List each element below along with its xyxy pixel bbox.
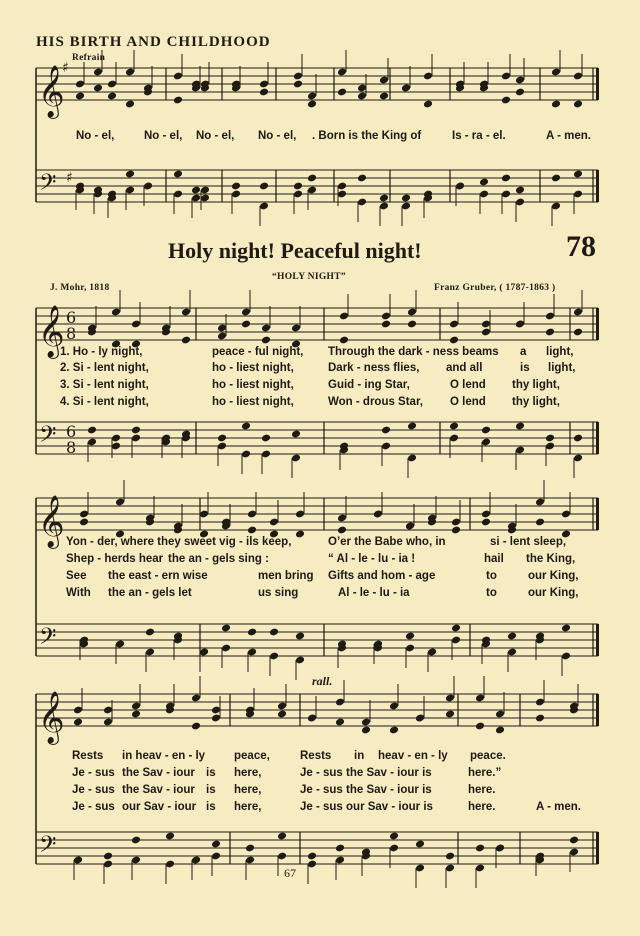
refrain-lyric-2: No - el, (144, 130, 183, 142)
system3-bass-note (277, 832, 287, 841)
s3-v3-b: the Sav - iour (122, 784, 195, 796)
refrain-lyric-4: No - el, (258, 130, 297, 142)
s2-v4-d: Al - le - lu - ia (338, 587, 410, 599)
refrain-bass-note (551, 174, 561, 183)
system1-time-bot: 8 (66, 324, 77, 343)
s3-v1-g: peace. (470, 750, 506, 762)
refrain-bass-note (401, 194, 411, 203)
s2-v3-b: the east - ern wise (108, 570, 208, 582)
system3-bass-note (131, 836, 141, 845)
system2-bass-note (145, 628, 155, 637)
s1-v4-d: O lend (450, 396, 486, 408)
refrain-treble-note (423, 100, 433, 109)
s2-v2-d: hail (484, 553, 504, 565)
s3-v3-e: Je - sus the Sav - iour is (300, 784, 432, 796)
system1-time-top: 6 (66, 308, 77, 327)
system3-treble-note (335, 718, 345, 727)
refrain-bass-note (173, 170, 183, 179)
system1-bass-note (261, 434, 271, 443)
refrain-bass-note (191, 186, 201, 195)
system1-treble-note (449, 336, 459, 345)
s1-v4-e: thy light, (512, 396, 560, 408)
s2-v3-a: See (66, 570, 87, 582)
system2-bass-note (247, 628, 257, 637)
refrain-bass-note (125, 170, 135, 179)
system3-bass-note (103, 852, 113, 861)
s2-v4-f: our King, (528, 587, 579, 599)
s2-v3-f: our King, (528, 570, 579, 582)
refrain-bass-note (231, 182, 241, 191)
s2-v2-b: the an - gels sing : (168, 553, 269, 565)
s1-v1-d: a (520, 346, 527, 358)
s2-v4-b: the an - gels let (108, 587, 192, 599)
system3-bass-note (569, 836, 579, 845)
s1-v3-c: Guid - ing Star, (328, 379, 410, 391)
s1-v1-a: 1. Ho - ly night, (60, 346, 143, 358)
system3-treble-note (535, 714, 545, 723)
s1-v2-a: 2. Si - lent night, (60, 362, 149, 374)
system1-treble-note (241, 320, 251, 329)
system3-treble-note (495, 726, 505, 735)
system1-treble-note (181, 336, 191, 345)
s2-v1-a: Yon - der, where they sweet vig - ils keep, (66, 536, 292, 548)
s3-v1-a: Rests (72, 750, 104, 762)
system3-bass-clef: 𝄢 (39, 832, 57, 863)
refrain-lyric-5: . Born is the King of (312, 130, 422, 142)
s3-v1-c: peace, (234, 750, 270, 762)
system2-bass-note (507, 632, 517, 641)
s1-v2-d: and all (446, 362, 483, 374)
refrain-lyric-3: No - el, (196, 130, 235, 142)
refrain-treble-note (515, 88, 525, 97)
s1-v4-a: 4. Si - lent night, (60, 396, 149, 408)
hymn-number: 78 (566, 230, 596, 263)
system3-bass-note (307, 852, 317, 861)
refrain-label: Refrain (72, 53, 106, 63)
system3-bass-note (211, 840, 221, 849)
s3-v4-e: Je - sus our Sav - iour is (300, 801, 433, 813)
system1-bass-note (131, 426, 141, 435)
system3-treble-note (389, 726, 399, 735)
s1-v1-e: light, (546, 346, 574, 358)
section-title: HIS BIRTH AND CHILDHOOD (36, 34, 271, 50)
system2-treble-note (481, 518, 491, 527)
s2-v2-e: the King, (526, 553, 576, 565)
refrain-treble-note (573, 100, 583, 109)
system3-bass-note (335, 844, 345, 853)
refrain-bass-note (379, 194, 389, 203)
system1-treble-note (407, 320, 417, 329)
system1-time-bot: 8 (66, 438, 77, 457)
system2-treble-note (79, 518, 89, 527)
s1-v2-c: Dark - ness flies, (328, 362, 420, 374)
system1-bass-note (515, 422, 525, 431)
system2-bass-note (561, 624, 571, 633)
refrain-bass-note (479, 178, 489, 187)
system1-end (596, 422, 599, 454)
refrain-treble-note (337, 88, 347, 97)
s1-v2-e: is (520, 362, 530, 374)
s2-v2-a: Shep - herds hear (66, 553, 164, 565)
refrain-bass-note (573, 170, 583, 179)
system3-bass-note (245, 844, 255, 853)
s2-v1-c: si - lent sleep, (490, 536, 567, 548)
system3-treble-note (445, 710, 455, 719)
refrain-end (596, 170, 599, 202)
s2-v4-c: us sing (258, 587, 299, 599)
refrain-lyric-1: No - el, (76, 130, 115, 142)
system3-treble-note (475, 722, 485, 731)
s2-v3-c: men bring (258, 570, 314, 582)
s1-v4-b: ho - liest night, (212, 396, 294, 408)
s3-v2-e: Je - sus the Sav - iour is (300, 767, 432, 779)
s1-v3-d: O lend (450, 379, 486, 391)
system3-bass-note (445, 852, 455, 861)
tune-name: “HOLY NIGHT” (272, 272, 346, 282)
s3-v3-f: here. (468, 784, 496, 796)
system2-end (596, 624, 599, 656)
system3-bass-note (389, 832, 399, 841)
refrain-treble-note (501, 96, 511, 105)
system2-treble-clef: 𝄞 (38, 494, 65, 547)
refrain-treble-note (75, 92, 85, 101)
system2-end (596, 498, 599, 530)
s2-v4-e: to (486, 587, 497, 599)
system1-bass-note (87, 426, 97, 435)
system1-bass-note (481, 426, 491, 435)
system1-bass-note (381, 426, 391, 435)
s1-v3-b: ho - liest night, (212, 379, 294, 391)
refrain-treble-clef: 𝄞 (38, 64, 65, 117)
s1-v4-c: Won - drous Star, (328, 396, 423, 408)
system3-treble-note (131, 710, 141, 719)
refrain-treble-note (173, 96, 183, 105)
s1-v3-a: 3. Si - lent night, (60, 379, 149, 391)
system3-treble-note (277, 710, 287, 719)
s3-v4-g: A - men. (536, 801, 581, 813)
refrain-bass-note (259, 182, 269, 191)
s3-v3-c: is (206, 784, 216, 796)
system3-bass-note (475, 844, 485, 853)
system2-bass-note (269, 628, 279, 637)
refrain-treble-note (93, 84, 103, 93)
s3-v2-d: here, (234, 767, 262, 779)
s3-v2-b: the Sav - iour (122, 767, 195, 779)
s2-v3-e: to (486, 570, 497, 582)
system2-treble-note (295, 530, 305, 539)
system3-treble-clef: 𝄞 (38, 690, 65, 743)
music-by: Franz Gruber, ( 1787-1863 ) (434, 283, 556, 293)
refrain-bass-note (501, 174, 511, 183)
system1-bass-note (407, 422, 417, 431)
system2-treble-note (535, 518, 545, 527)
system3-end (596, 694, 599, 726)
refrain-bass-clef: 𝄢 (39, 170, 57, 201)
system2-treble-note (247, 526, 257, 535)
s3-v2-a: Je - sus (72, 767, 115, 779)
refrain-end (596, 68, 599, 100)
refrain-bass-note (307, 174, 317, 183)
system3-treble-note (73, 718, 83, 727)
s3-v1-e: in (354, 750, 365, 762)
refrain-treble-note (551, 100, 561, 109)
s3-v4-a: Je - sus (72, 801, 115, 813)
system1-end (596, 308, 599, 340)
system3-treble-note (361, 726, 371, 735)
system1-treble-clef: 𝄞 (38, 304, 65, 357)
s2-v2-c: “ Al - le - lu - ia ! (328, 553, 416, 565)
refrain-treble-note (379, 92, 389, 101)
system2-bass-note (405, 632, 415, 641)
system1-treble-note (573, 328, 583, 337)
s3-v4-f: here. (468, 801, 496, 813)
system2-treble-note (337, 526, 347, 535)
tempo-mark: rall. (312, 674, 333, 688)
refrain-key-sig: ♯ (66, 170, 73, 186)
s1-v1-c: Through the dark - ness beams (328, 346, 499, 358)
refrain-treble-note (293, 80, 303, 89)
s1-v2-f: light, (548, 362, 576, 374)
refrain-lyric-6: Is - ra - el. (452, 130, 506, 142)
system1-treble-note (339, 336, 349, 345)
system2-treble-note (451, 526, 461, 535)
system1-bass-note (449, 422, 459, 431)
system2-bass-note (221, 624, 231, 633)
s3-v4-c: is (206, 801, 216, 813)
system1-bass-note (545, 434, 555, 443)
refrain-bass-note (357, 174, 367, 183)
system1-treble-note (261, 336, 271, 345)
refrain-treble-note (107, 92, 117, 101)
system2-bass-clef: 𝄢 (39, 624, 57, 655)
s1-v2-b: ho - liest night, (212, 362, 294, 374)
refrain-treble-note (307, 100, 317, 109)
s3-v3-a: Je - sus (72, 784, 115, 796)
refrain-lyric-7: A - men. (546, 130, 591, 142)
system1-time-top: 6 (66, 422, 77, 441)
page-number: 67 (284, 866, 296, 880)
system3-bass-note (415, 840, 425, 849)
words-by: J. Mohr, 1818 (50, 283, 110, 293)
s1-v1-b: peace - ful night, (212, 346, 304, 358)
s3-v3-d: here, (234, 784, 262, 796)
system1-bass-note (217, 434, 227, 443)
system2-bass-note (451, 624, 461, 633)
refrain-treble-note (125, 100, 135, 109)
system1-bass-clef: 𝄢 (39, 422, 57, 453)
s3-v4-d: here, (234, 801, 262, 813)
refrain-bass-note (515, 186, 525, 195)
s1-v3-e: thy light, (512, 379, 560, 391)
system1-treble-note (381, 320, 391, 329)
s3-v2-c: is (206, 767, 216, 779)
system3-bass-note (165, 832, 175, 841)
refrain-treble-note (259, 88, 269, 97)
s2-v1-b: O’er the Babe who, in (328, 536, 446, 548)
s2-v4-a: With (66, 587, 91, 599)
s3-v2-f: here.” (468, 767, 502, 779)
s3-v4-b: our Sav - iour (122, 801, 197, 813)
refrain-key-sig: ♯ (62, 60, 69, 76)
refrain-bass-note (293, 182, 303, 191)
system2-bass-note (295, 632, 305, 641)
hymn-title: Holy night! Peaceful night! (168, 238, 422, 263)
system1-bass-note (573, 434, 583, 443)
system1-bass-note (291, 430, 301, 439)
system1-bass-note (241, 422, 251, 431)
system3-end (596, 832, 599, 864)
s3-v1-f: heav - en - ly (378, 750, 448, 762)
s2-v3-d: Gifts and hom - age (328, 570, 436, 582)
s3-v1-d: Rests (300, 750, 332, 762)
system1-treble-note (545, 328, 555, 337)
s3-v1-b: in heav - en - ly (122, 750, 206, 762)
system3-treble-note (191, 722, 201, 731)
